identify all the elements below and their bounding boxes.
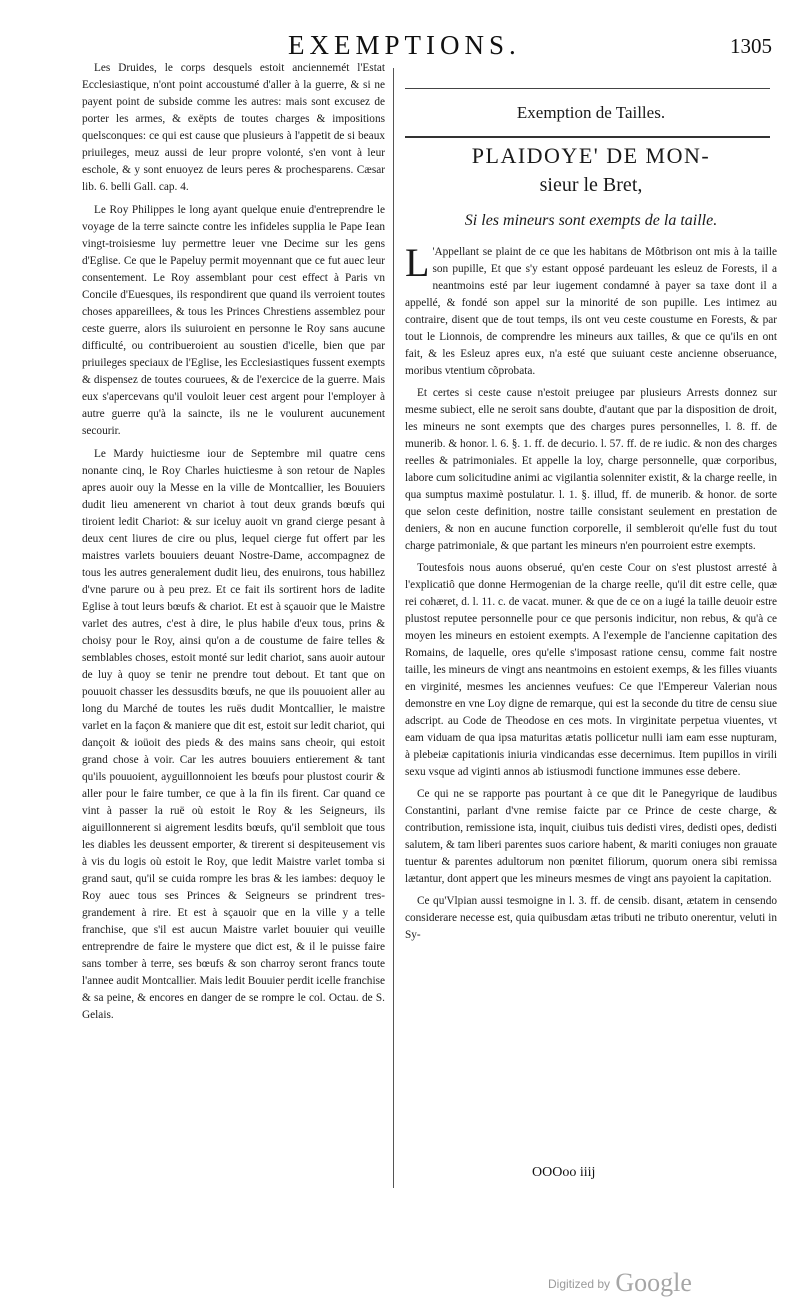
drop-cap: L [405, 240, 430, 285]
digitization-watermark [548, 1268, 692, 1298]
right-paragraph: Et certes si ceste cause n'estoit preiugee par plusieurs Arrests donnez sur mesme subiect, elle ne seroit sans doubte, d'autant que par la disposition de droit, les mineurs ne sont exempts que des charges pures personnelles, l. 8. ff. de munerib. & honor. l. 6. §. 1. ff. de decurio. l. 57. ff. de re iudic. & non des charges reelles & patrimoniales. Et appelle la loy, charge personnelle, quæ corporibus, labore cum solicitudine animi ac vigilantia solenniter existit, & la charge reelle, in qua sumptus maximè postulatur. l. 1. §. illud, ff. de munerib. & honor. de sorte que selon ceste definition, nostre taille consistant seulement en prestation de deniers, & non en aucune function corporelle, il sembleroit qu'elle fust du tout charge patrimoniale, & que partant les mineurs n'en pourroient estre exempts. [405, 387, 777, 552]
heading-rule [405, 136, 770, 138]
running-title: EXEMPTIONS. [288, 30, 521, 60]
left-column [82, 60, 385, 1140]
left-paragraph: Les Druides, le corps desquels estoit anciennemét l'Estat Ecclesiastique, n'ont point accoustumé d'aller à la guerre, & si ne payent point de subside comme les autres: mais sont excusez de porter les armes, & exëpts de toutes charges & impositions quelsconques: ce qui est cause que plusieurs à l'appetit de si beaux priuileges, meuz aussi de leur propre volonté, s'en vont à leur eschole, & y sont enuoyez de leurs peres & prochesparens. Cæsar lib. 6. belli Gall. cap. 4. [82, 62, 385, 193]
right-paragraph: Toutesfois nous auons obserué, qu'en ceste Cour on s'est plustost arresté à l'explicatiô que donne Hermogenian de la charge reelle, qu'il dit estre celle, quæ rei cohæret, d. l. 11. c. de vacat. muner. & que de ce on a iugé la taille deuoir estre plustost reputee personnelle pour ce que personis indicitur, non rebus, & qu'à ce moyen les mineurs en estoient exempts. A l'exemple de l'ancienne capitation des Romains, de laquelle, ores qu'elle s'imposast ratione censu, comme fait nostre taille, les mineurs de vingt ans neantmoins en estoient exemps, & les filles viuants en virginité, mesmes les anciennes veufues: Ce que l'Empereur Valerian nous demonstre en vne Loy digne de remarque, qui est la seconde du titre de censu siue adscript. au Code de Theodose en ces mots. In virginitate perpetua viuentes, vt eam viduam de qua ipsa maturitas ætatis pollicetur nulli iam eam esse nupturam, à plebeiæ capitationis iniuria vindicandas esse decernimus. Item pupillos in virili sexu vsque ad viginti annos ab istiusmodi functione immunes esse debere. [405, 562, 777, 778]
watermark-brand: Google [615, 1268, 692, 1297]
plaidoyer-title: PLAIDOYE' DE MON- [471, 143, 711, 168]
signature-mark: OOOoo iiij [532, 1165, 596, 1180]
right-body [405, 240, 777, 944]
section-heading: Exemption de Tailles. [516, 103, 666, 122]
right-column [405, 60, 777, 1195]
right-paragraph: Ce qu'Vlpian aussi tesmoigne in l. 3. ff. de censib. disant, ætatem in censendo considerare necesse est, quia quibusdam ætas tributi ne tributo onerentur, veluti in Sy- [405, 895, 777, 941]
plaidoyer-subtitle: sieur le Bret, [539, 174, 643, 196]
column-divider [393, 68, 394, 1188]
top-rule [405, 88, 770, 89]
question-heading: Si les mineurs sont exempts de la taille. [464, 212, 718, 229]
page-number: 1305 [730, 34, 772, 58]
first-paragraph [405, 240, 777, 380]
right-paragraph: Ce qui ne se rapporte pas pourtant à ce que dit le Panegyrique de laudibus Constantini, parlant d'vne remise faicte par ce Prince de ceste charge, & contribution, remissione ista, inquit, ciuibus tuis dedisti vires, dedisti opes, dedisti salutem, & tam liberi parentes suos cariore habent, & mariti coniuges non grauate tuentur & parentes adultorum non pœnitet filiorum, quorum onera sibi remissa lætantur, dont appert que les mineurs mesmes de vingt ans payoient la capitation. [405, 788, 777, 885]
first-paragraph-text: 'Appellant se plaint de ce que les habitans de Môtbrison ont mis à la taille son pupille, Et que s'y estant opposé pardeuant les esleuz de Forests, il a neantmoins esté par leur iugement condamné à payer sa taxe dont il a appellé, & fondé son appel sur la minorité de son pupille. Les intimez au contraire, disent que de tout temps, ils ont veu ceste coustume en Forests, & par tout le Lionnois, de comprendre les mineurs aux tailles, & que ce qu'ils en ont fait, & les Esleuz apres eux, n'a esté que suiuant ceste ancienne obseruance, moribus vtentium cõprobata. [405, 246, 777, 377]
watermark-prefix: Digitized by [548, 1277, 611, 1291]
left-paragraph: Le Mardy huictiesme iour de Septembre mil quatre cens nonante cinq, le Roy Charles huictiesme à son retour de Naples apres auoir ouy la Messe en la ville de Montcallier, les Bouuiers dudit lieu amenerent vn chariot à tout deux grands bœufs qui tiroient ledit Chariot: & sur iceluy auoit vn grand cierge pesant à deux cent liures de cire ou plus, lequel cierge fut offert par les maistres varlets bouuiers deuant Nostre-Dame, accompagnez de tous les autres generalement dudit lieu, des enuirons, tous habillez d'vne parure ou à peu prez. Et ce fait ils sortirent hors de ladite Eglise à tout leurs bœufs & chariot. Et est à sçauoir que le Maistre varlet des autres, c'est à dire, le plus habile d'eux tous, prins & choisy pour le Roy, ainsi qu'on a de coustume de faire telles & semblables choses, estoit monté sur ledit chariot, sans auoir autour de luy à quoy se tenir ne prendre tout debout. Et tant que on pouuoit chasser les dessusdits bœufs, ne que ils pouuoient aller au long du Marché de toutes les ruës dudit Montcallier, le maistre varlet en la façon & maniere que dit est, estoit sur ledit chariot, qui dançoit & ioüoit des pieds & des mains sans cheoir, qui estoit grand chose à voir. Car les autres bouuiers entierement & tant qu'ils pouuoient, ayguillonnoient les bœufs pour plustost courir & aller pour le faire tumber, ce que à la fin ils firent. Car quand ce vint à passer la ruë où estoit le Roy & les Seigneurs, ils aiguillonnerent si aigrement lesdits bœufs, qu'il sembloit que tous les diables les deussent emporter, & tirerent si despiteusement vis à vis du logis où estoit le Roy, que ledit Maistre varlet tomba si grand saut, qu'il se cuida rompre les bras & les iambes: dequoy le Roy auec tous ses Princes & Seigneurs se prindrent tres-grandement à rire. Et est à sçauoir que en la ville y a telle franchise, que s'il est aucun Maistre varlet bouuier qui veuille entreprendre de faire le mystere que dict est, & il le puisse faire sans tomber à terre, ses bœufs & son charroy seront francs toute l'annee audit Montcallier. Mais ledit Bouuier perdit icelle franchise & sa peine, & encores en danger de se rompre le col. Octau. de S. Gelais. [82, 448, 385, 1021]
left-paragraph: Le Roy Philippes le long ayant quelque enuie d'entreprendre le voyage de la terre saincte contre les infideles supplia le Pape Iean vingt-troisiesme luy permettre leuer vne Decime sur les gens d'Eglise. Ce que le Papeluy permit moyennant que ce fut auec leur consentement. Le Roy assemblant pour cest effect à Paris vn Concile d'Euesques, ils respondirent que quand ils verroient toutes choses appareillees, & tous les Princes Chrestiens assemblez pour ceste guerre, alors ils suiuroient en personne le Roy sans aucune difficulté, ou contribueroient au soustien d'icelle, bien que par priuileges speciaux de l'Eglise, les Ecclesiastiques fussent exempts & dispensez de toutes couruees, & de l'exercice de la guerre. Mais eux s'apercevans qu'il vouloit leuer cest argent pour l'employer à autre guerre qu'à la saincte, ils ne le voulurent aucunement secourir. [82, 204, 385, 437]
